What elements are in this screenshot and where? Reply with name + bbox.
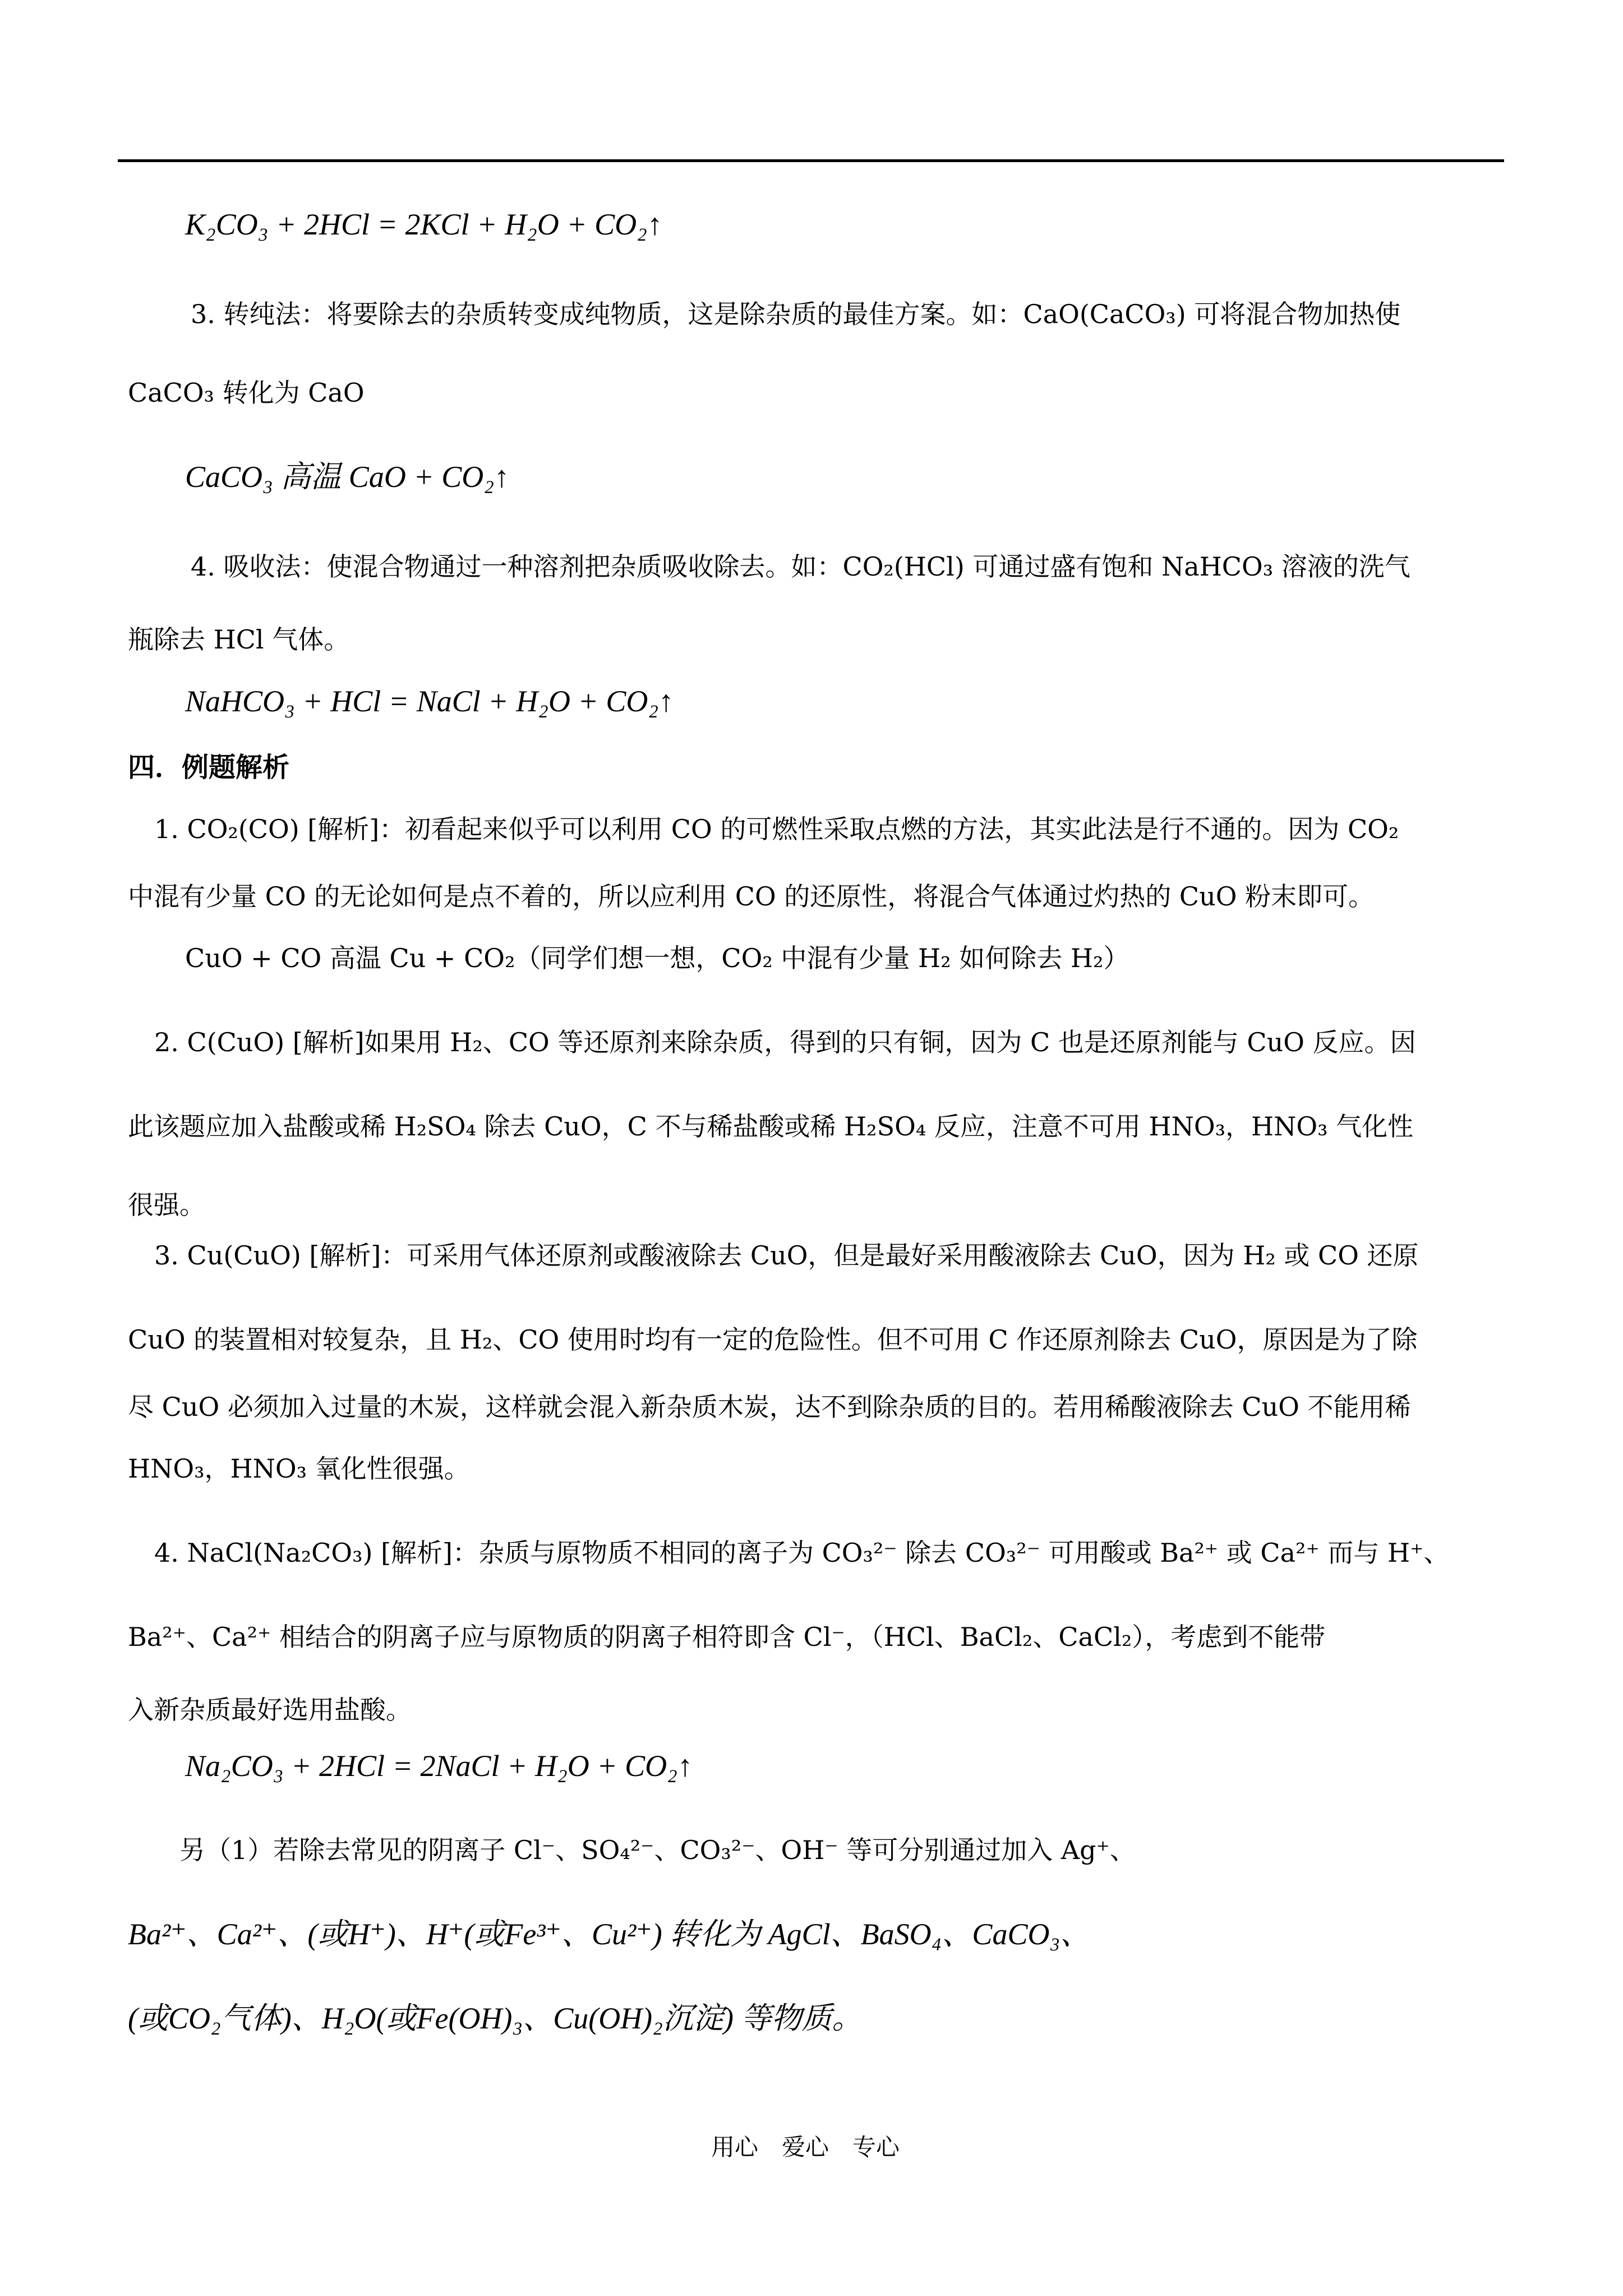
example-3-line-3: 尽 CuO 必须加入过量的木炭，这样就会混入新杂质木炭，达不到除杂质的目的。若用稀酸液除去 CuO 不能用稀 xyxy=(128,1392,1411,1422)
example-2-line-3: 很强。 xyxy=(128,1190,205,1220)
example-2-line-2: 此该题应加入盐酸或稀 H₂SO₄ 除去 CuO，C 不与稀盐酸或稀 H₂SO₄ 反应，注意不可用 HNO₃，HNO₃ 气化性 xyxy=(128,1111,1414,1142)
note-anions-line-3: (或CO₂气体)、H₂O(或Fe(OH)₃、Cu(OH)₂沉淀) 等物质。 xyxy=(128,2001,863,2035)
example-4-line-3: 入新杂质最好选用盐酸。 xyxy=(128,1695,412,1725)
equation-na2co3-hcl: Na₂CO₃ + 2HCl = 2NaCl + H₂O + CO₂↑ xyxy=(185,1749,693,1783)
method-4-continued: 瓶除去 HCl 气体。 xyxy=(128,624,350,655)
method-3-continued: CaCO₃ 转化为 CaO xyxy=(128,378,365,408)
header-rule xyxy=(118,159,1504,162)
method-4-absorption: 4. 吸收法：使混合物通过一种溶剂把杂质吸收除去。如：CO₂(HCl) 可通过盛有饱和 NaHCO₃ 溶液的洗气 xyxy=(191,551,1410,582)
equation-nahco3-hcl: NaHCO₃ + HCl = NaCl + H₂O + CO₂↑ xyxy=(185,684,674,718)
note-anions-line-2: Ba²⁺、Ca²⁺、(或H⁺)、H⁺(或Fe³⁺、Cu²⁺) 转化为 AgCl、BaSO₄、CaCO₃、 xyxy=(128,1917,1091,1951)
equation-cuo-co: CuO + CO 高温 Cu + CO₂（同学们想一想，CO₂ 中混有少量 H₂ 如何除去 H₂） xyxy=(185,943,1129,973)
example-3-line-4: HNO₃，HNO₃ 氧化性很强。 xyxy=(128,1453,470,1484)
example-1-line-1: 1. CO₂(CO) [解析]：初看起来似乎可以利用 CO 的可燃性采取点燃的方法，其实此法是行不通的。因为 CO₂ xyxy=(154,814,1399,844)
method-3-conversion: 3. 转纯法：将要除去的杂质转变成纯物质，这是除杂质的最佳方案。如：CaO(CaCO₃) 可将混合物加热使 xyxy=(191,299,1401,329)
example-3-line-2: CuO 的装置相对较复杂，且 H₂、CO 使用时均有一定的危险性。但不可用 C 作还原剂除去 CuO，原因是为了除 xyxy=(128,1324,1418,1355)
example-4-line-2: Ba²⁺、Ca²⁺ 相结合的阴离子应与原物质的阴离子相符即含 Cl⁻，（HCl、BaCl₂、CaCl₂），考虑到不能带 xyxy=(128,1622,1326,1652)
equation-k2co3-hcl: K₂CO₃ + 2HCl = 2KCl + H₂O + CO₂↑ xyxy=(185,208,662,241)
example-1-line-2: 中混有少量 CO 的无论如何是点不着的，所以应利用 CO 的还原性，将混合气体通过灼热的 CuO 粉末即可。 xyxy=(128,881,1375,912)
example-4-line-1: 4. NaCl(Na₂CO₃) [解析]：杂质与原物质不相同的离子为 CO₃²⁻ 除去 CO₃²⁻ 可用酸或 Ba²⁺ 或 Ca²⁺ 而与 H⁺、 xyxy=(154,1538,1450,1568)
page-footer: 用心 爱心 专心 xyxy=(711,2133,900,2161)
note-anions-line-1: 另（1）若除去常见的阴离子 Cl⁻、SO₄²⁻、CO₃²⁻、OH⁻ 等可分别通过加入 Ag⁺、 xyxy=(179,1835,1136,1865)
equation-caco3-decompose: CaCO₃ 高温 CaO + CO₂↑ xyxy=(185,460,510,494)
example-2-line-1: 2. C(CuO) [解析]如果用 H₂、CO 等还原剂来除杂质，得到的只有铜，因为 C 也是还原剂能与 CuO 反应。因 xyxy=(154,1027,1416,1057)
example-3-line-1: 3. Cu(CuO) [解析]：可采用气体还原剂或酸液除去 CuO，但是最好采用酸液除去 CuO，因为 H₂ 或 CO 还原 xyxy=(154,1240,1419,1271)
section-heading-examples: 四．例题解析 xyxy=(128,752,290,783)
